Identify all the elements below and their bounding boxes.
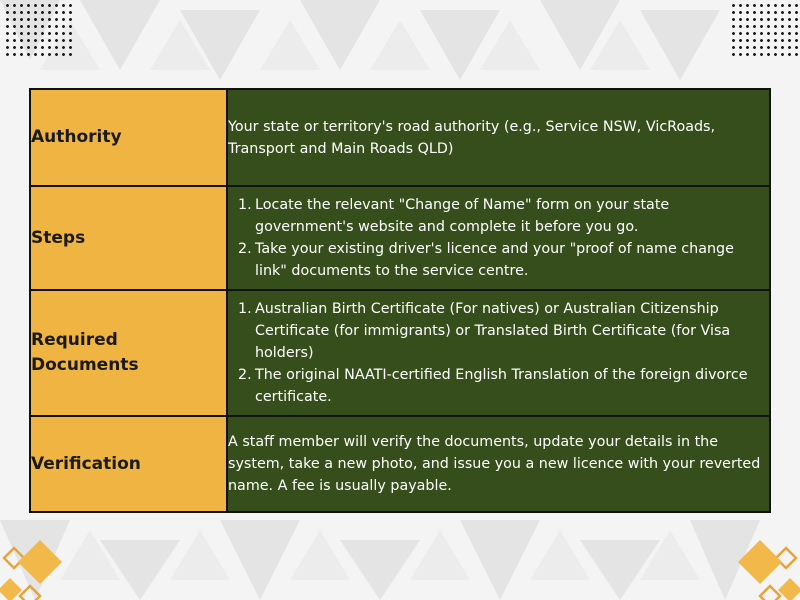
table-row [30, 89, 770, 186]
list-item [228, 238, 769, 282]
list-item [228, 194, 769, 238]
steps-list [228, 194, 769, 282]
info-table [29, 88, 771, 513]
row-value-required-documents [227, 290, 770, 416]
diamond-decoration [0, 520, 80, 600]
list-number: 2. [238, 367, 252, 383]
row-label-verification: Verification [30, 416, 227, 512]
list-item-text: Take your existing driver's licence and your "proof of name change link" documents to the service centre. [255, 241, 734, 279]
dot-grid-decoration [4, 2, 76, 58]
table-row [30, 290, 770, 416]
list-item [228, 298, 769, 364]
list-item-text: The original NAATI-certified English Translation of the foreign divorce certificate. [255, 367, 748, 405]
row-label-steps: Steps [30, 186, 227, 290]
list-number: 1. [238, 301, 252, 317]
list-item [228, 364, 769, 408]
row-value-steps [227, 186, 770, 290]
list-item-text: Locate the relevant "Change of Name" form on your state government's website and complete it before you go. [255, 197, 670, 235]
list-item-text: Australian Birth Certificate (For natives) or Australian Citizenship Certificate (for immigrants) or Translated Birth Certificate (for Visa holders) [255, 301, 731, 361]
row-label-authority: Authority [30, 89, 227, 186]
diamond-decoration [720, 520, 800, 600]
row-value-authority: Your state or territory's road authority (e.g., Service NSW, VicRoads, Transport and Main Roads QLD) [227, 89, 770, 186]
documents-list [228, 298, 769, 408]
table-row [30, 186, 770, 290]
table-row [30, 416, 770, 512]
list-number: 2. [238, 241, 252, 257]
row-label-required-documents: Required Documents [30, 290, 227, 416]
dot-grid-decoration [730, 2, 800, 58]
row-value-verification: A staff member will verify the documents, update your details in the system, take a new photo, and issue you a new licence with your reverted name. A fee is usually payable. [227, 416, 770, 512]
list-number: 1. [238, 197, 252, 213]
